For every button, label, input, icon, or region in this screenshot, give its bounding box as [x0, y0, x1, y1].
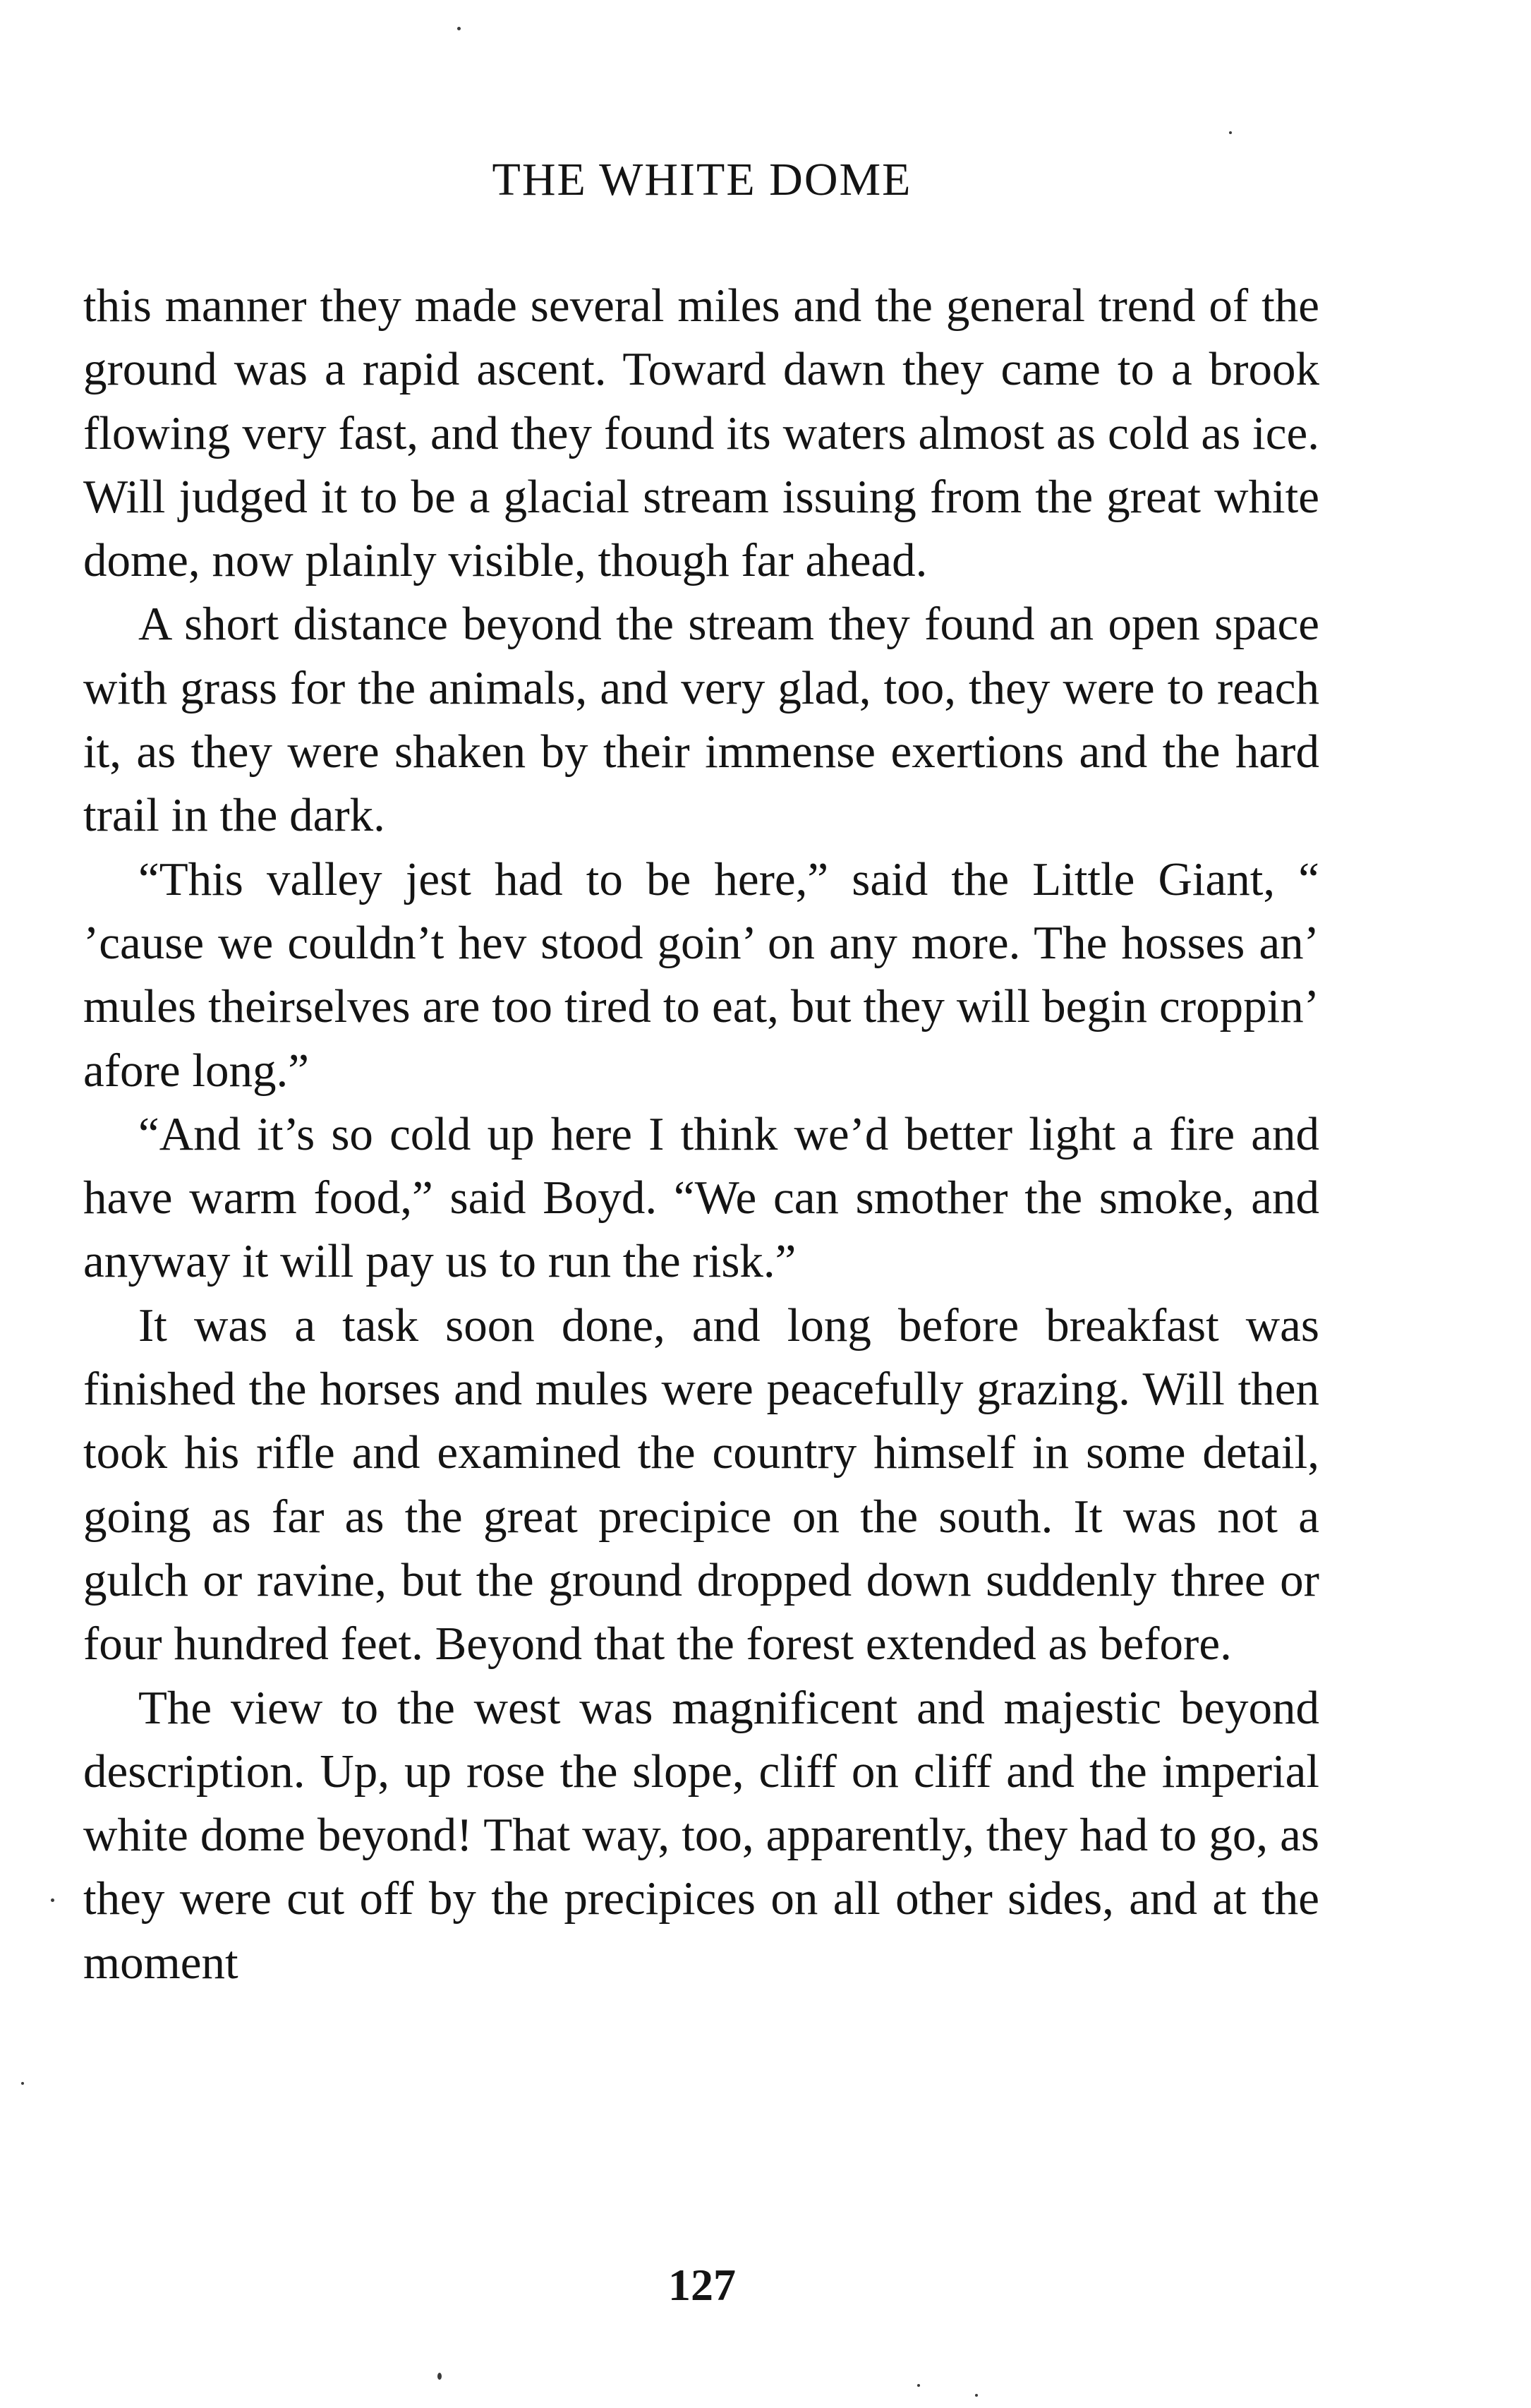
paragraph-1: this manner they made several miles and the general trend of the ground was a rapid ascent. Toward dawn they came to a brook flowing very fast, and they found its waters almost as cold as ice. Will judged it to be a glacial stream issuing from the great white dome, now plainly visible, though far ahead. — [83, 279, 1319, 587]
scan-speck — [457, 27, 461, 30]
scan-speck — [51, 1898, 54, 1902]
scan-speck — [975, 2394, 978, 2397]
paragraph-3: “This valley jest had to be here,” said the Little Giant, “ ’cause we couldn’t hev stood goin’ on any more. The hosses an’ mules theirselves are too tired to eat, but they will begin croppin’ afore long.” — [83, 853, 1319, 1097]
paragraph-4: “And it’s so cold up here I think we’d better light a fire and have warm food,” said Boyd. “We can smother the smoke, and anyway it will pay us to run the risk.” — [83, 1107, 1319, 1288]
scan-speck — [1229, 131, 1232, 134]
paragraph-5: It was a task soon done, and long before breakfast was finished the horses and mules were peacefully grazing. Will then took his rifle and examined the country himself in some detail, going as far as the great precipice on the south. It was not a gulch or ravine, but the ground dropped down suddenly three or four hundred feet. Beyond that the forest extended as before. — [83, 1299, 1319, 1670]
paragraph-2: A short distance beyond the stream they found an open space with grass for the animals, and very glad, too, they were to reach it, as they were shaken by their immense exertions and the hard trail in the dark. — [83, 598, 1319, 842]
paragraph-6: The view to the west was magnificent and majestic beyond description. Up, up rose the slope, cliff on cliff and the imperial white dome beyond! That way, too, apparently, they had to go, as they were cut off by the precipices on all other sides, and at the moment — [83, 1681, 1319, 1989]
page-number: 127 — [668, 2260, 736, 2310]
scan-speck — [21, 2082, 24, 2085]
scan-speck — [437, 2373, 442, 2380]
body-text — [83, 274, 1319, 2292]
scan-speck — [917, 2384, 920, 2387]
running-head: THE WHITE DOME — [492, 154, 912, 205]
